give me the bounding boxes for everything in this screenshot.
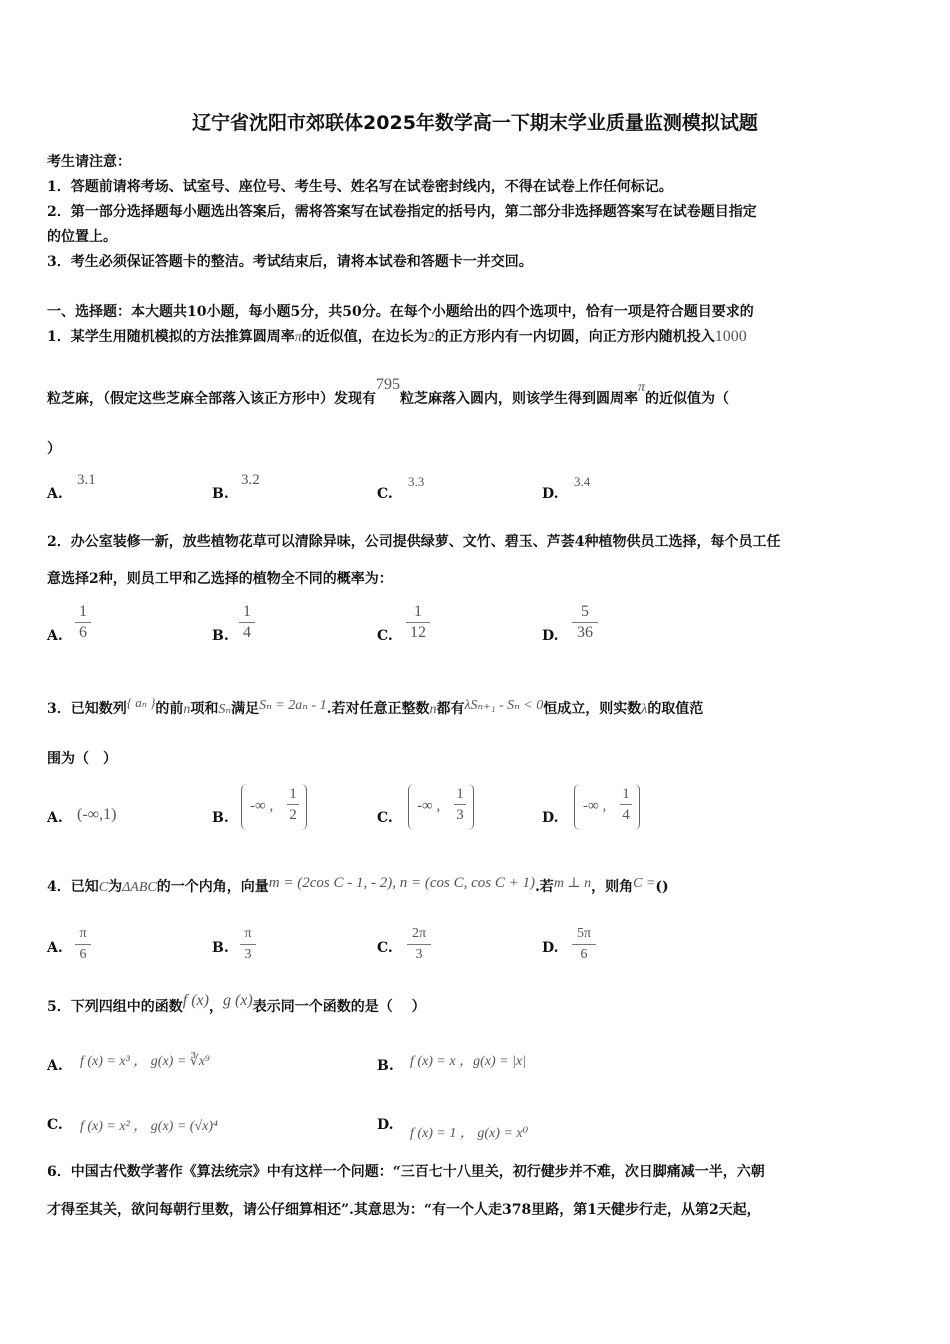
q2-option-c-den: 12 [410, 624, 426, 641]
q1-text-c: 的正方形内有一内切圆，向正方形内随机投入 [434, 329, 715, 345]
n-var: n [183, 702, 191, 717]
q4-text-e: ，则角 [591, 879, 634, 895]
question-4-line-1 [47, 875, 669, 897]
q4-option-c-num: 2π [411, 926, 427, 941]
q2-option-c-num: 1 [414, 603, 422, 620]
q3-option-b-frac [286, 784, 300, 825]
question-6-line-1: 6．中国古代数学著作《算法统宗》中有这样一个问题：“三百七十八里关，初行健步并不难，次日脚痛减一半，六朝 [47, 1164, 765, 1180]
g-of-x: g (x) [222, 992, 253, 1009]
q4-option-c-label: C. [377, 940, 393, 956]
q1-text-b: 的近似值，在边长为 [301, 329, 428, 345]
c-equals: C = [633, 876, 656, 891]
q3-option-d [574, 784, 640, 830]
q3-text-b: 的前 [155, 701, 184, 717]
q2-option-c [405, 602, 431, 643]
q4-option-c [406, 924, 432, 965]
q3-text-d: 满足 [231, 701, 260, 717]
q1-option-b: 3.2 [241, 472, 260, 488]
question-2-line-1: 2．办公室装修一新，放些植物花草可以清除异味，公司提供绿萝、文竹、碧玉、芦荟4种植物供员工选择，每个员工任 [47, 534, 781, 550]
sn-equation: Sₙ = 2aₙ - 1 [259, 698, 327, 713]
q3-option-d-frac [619, 784, 633, 825]
q3-text-e: .若对任意正整数 [326, 701, 430, 717]
question-2-line-2: 意选择2种，则员工甲和乙选择的植物全不同的概率为： [47, 571, 393, 587]
sequence: { aₙ } [126, 695, 156, 710]
q1-option-a-label: A. [47, 486, 63, 502]
q3-option-b-prefix: -∞ , [250, 798, 274, 814]
q2-option-b [238, 602, 256, 643]
inequality: λSₙ₊₁ - Sₙ < 0 [464, 698, 544, 713]
q3-option-c [408, 784, 474, 830]
q4-text-a: 4．已知 [47, 879, 99, 895]
q5-option-c-label: C. [47, 1117, 63, 1133]
notice-item-2-cont: 的位置上。 [47, 229, 117, 245]
section-heading: 一、选择题：本大题共10小题，每小题5分，共50分。在每个小题给出的四个选项中，恰有一项是符合题目要求的 [47, 304, 754, 320]
q5-option-b-label: B. [377, 1058, 394, 1074]
q2-option-c-label: C. [377, 628, 393, 644]
q5-option-a: f (x) = x³ ， g(x) = ∛x⁹ [80, 1054, 210, 1069]
q2-option-d-label: D. [542, 628, 559, 644]
notice-item-1: 1．答题前请将考场、试室号、座位号、考生号、姓名写在试卷密封线内，不得在试卷上作任何标记。 [47, 179, 673, 195]
inside-count: 795 [376, 376, 400, 393]
q5-option-d-label: D. [377, 1117, 394, 1133]
q1-option-d: 3.4 [574, 474, 591, 489]
q3-option-b-label: B. [212, 810, 229, 826]
q5-option-d: f (x) = 1 ， g(x) = x⁰ [410, 1126, 529, 1141]
q2-option-a-num: 1 [79, 603, 87, 620]
q1-option-b-label: B. [212, 486, 229, 502]
notice-item-3: 3．考生必须保证答题卡的整洁。考试结束后，请将本试卷和答题卡一并交回。 [47, 254, 533, 270]
q3-option-b-den: 2 [289, 807, 297, 823]
page-title: 辽宁省沈阳市郊联体2025年数学高一下期末学业质量监测模拟试题 [192, 112, 758, 134]
q5-option-c: f (x) = x² ， g(x) = (√x)⁴ [80, 1119, 218, 1134]
f-of-x: f (x) [182, 992, 209, 1009]
q3-text-h: 的取值范 [647, 701, 704, 717]
perpendicular: m ⊥ n [553, 876, 592, 891]
q4-option-b-label: B. [212, 940, 229, 956]
vectors: m = (2cos C - 1, - 2), n = (cos C, cos C + 1) [268, 875, 535, 891]
question-6-line-2: 才得至其关，欲问每朝行里数，请公仔细算相还”.其意思为：“有一个人走378里路，第1天健步行走，从第2天起， [47, 1202, 761, 1218]
q2-option-d [571, 602, 599, 643]
notice-item-2: 2．第一部分选择题每小题选出答案后，需将答案写在试卷指定的括号内，第二部分非选择题答案写在试卷题目指定 [47, 204, 757, 220]
q4-text-b: 为 [108, 879, 123, 895]
notice-heading: 考生请注意： [47, 154, 131, 170]
q2-option-a [74, 602, 92, 643]
question-3-line-2: 围为（ ） [47, 751, 117, 767]
pi-symbol-2: π [638, 380, 646, 395]
q1-text-e: 粒芝麻落入圆内，则该学生得到圆周率 [400, 391, 638, 407]
q3-text-a: 3．已知数列 [47, 701, 127, 717]
q3-option-d-label: D. [542, 810, 559, 826]
q4-option-d-num: 5π [576, 926, 592, 941]
q2-option-d-den: 36 [577, 624, 593, 641]
question-1-line-2 [47, 376, 730, 409]
q3-text-g: 恒成立，则实数 [543, 701, 642, 717]
n-var-2: n [429, 702, 437, 717]
q4-option-c-den: 3 [415, 947, 423, 962]
q1-text-d: 粒芝麻，（假定这些芝麻全部落入该正方形中）发现有 [47, 391, 376, 407]
q4-option-b-num: π [244, 926, 252, 941]
q1-option-c-label: C. [377, 486, 393, 502]
question-5-line-1 [47, 992, 426, 1016]
q4-option-d-den: 6 [580, 947, 588, 962]
q4-text-c: 的一个内角，向量 [156, 879, 269, 895]
q1-option-a: 3.1 [77, 472, 96, 488]
q4-option-d-label: D. [542, 940, 559, 956]
q5-sep: ， [208, 999, 223, 1015]
q5-text-a: 5．下列四组中的函数 [47, 999, 183, 1015]
q4-option-b-den: 3 [244, 947, 252, 962]
question-3-line-1 [47, 695, 704, 719]
q3-option-c-label: C. [377, 810, 393, 826]
q5-option-b: f (x) = x ，g(x) = |x| [410, 1054, 526, 1069]
sn-var: Sₙ [218, 702, 232, 717]
q3-option-a: (-∞,1) [77, 806, 117, 823]
side-length: 2 [427, 330, 435, 345]
q3-option-d-prefix: -∞ , [583, 798, 607, 814]
q1-option-c: 3.3 [408, 474, 425, 489]
triangle-abc: ΔABC [122, 880, 157, 895]
q3-option-b [241, 784, 307, 830]
lambda-var: λ [641, 702, 648, 717]
q2-option-d-num: 5 [581, 603, 589, 620]
q3-option-b-num: 1 [289, 786, 297, 802]
q4-option-b [239, 924, 257, 965]
q5-text-b: 表示同一个函数的是（ ） [252, 999, 426, 1015]
q3-option-c-frac [453, 784, 467, 825]
q1-text-a: 1．某学生用随机模拟的方法推算圆周率 [47, 329, 295, 345]
q4-text-f: () [655, 879, 669, 895]
q2-option-a-den: 6 [79, 624, 87, 641]
q4-option-a-den: 6 [79, 947, 87, 962]
question-1-line-3: ） [47, 441, 61, 457]
q3-option-c-den: 3 [456, 807, 464, 823]
c-var: C [98, 880, 109, 895]
pi-symbol: π [294, 330, 302, 345]
q1-text-f: 的近似值为（ [645, 391, 730, 407]
q4-text-d: .若 [534, 879, 554, 895]
q4-option-d [571, 924, 597, 965]
q3-option-c-prefix: -∞ , [417, 798, 441, 814]
seed-count: 1000 [714, 328, 747, 345]
q1-option-d-label: D. [542, 486, 559, 502]
q4-option-a-label: A. [47, 940, 63, 956]
q3-option-d-den: 4 [622, 807, 630, 823]
question-1-line-1 [47, 328, 747, 347]
q2-option-a-label: A. [47, 628, 63, 644]
q4-option-a-num: π [79, 926, 87, 941]
q3-text-c: 项和 [190, 701, 219, 717]
q5-option-a-label: A. [47, 1058, 63, 1074]
q4-option-a [74, 924, 92, 965]
q2-option-b-num: 1 [243, 603, 251, 620]
q3-option-c-num: 1 [456, 786, 464, 802]
q3-option-d-num: 1 [622, 786, 630, 802]
q2-option-b-den: 4 [243, 624, 251, 641]
q2-option-b-label: B. [212, 628, 229, 644]
q3-text-f: 都有 [436, 701, 465, 717]
q3-option-a-label: A. [47, 810, 63, 826]
